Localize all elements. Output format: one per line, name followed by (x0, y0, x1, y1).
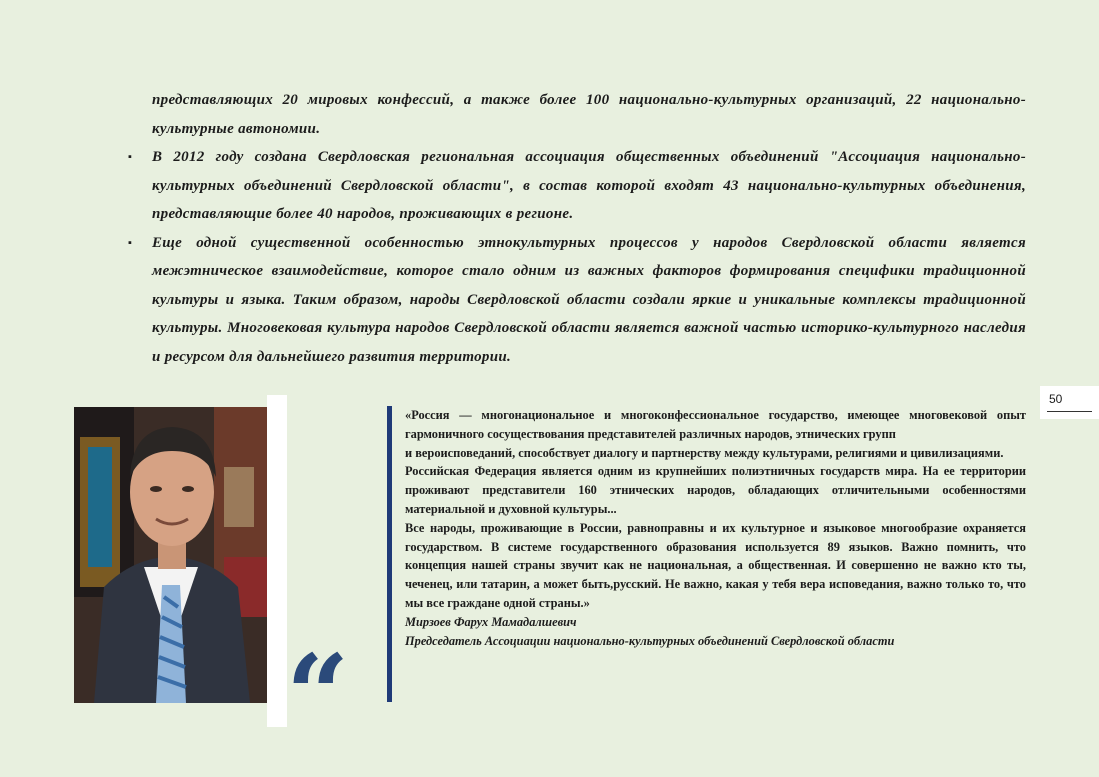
quote-author-title: Председатель Ассоциации национально-культурных объединений Свердловской области (405, 633, 895, 648)
quote-accent-bar (387, 406, 392, 702)
quote-line: Российская Федерация является одним из крупнейших полиэтничных государств мира. На ее территории проживают представители 160 этнических народов, обладающих отличительными особенностями материальной и духовной культуры... (405, 464, 1026, 516)
quote-line: и вероисповеданий, способствует диалогу и партнерству между культурами, религиями и цивилизациями. (405, 445, 1004, 460)
quote-author: Мирзоев Фарух Мамадалшевич (405, 614, 577, 629)
bullet-item-association (128, 143, 1026, 229)
quote-line: Все народы, проживающие в России, равноправны и их культурное и языковое многообразие охраняется государством. В системе государственного образования используется 89 языков. Важно помнить, что концепция нашей страны звучит как не национальная, а общественная. И совершенно не важно кто ты, чеченец, или татарин, а может быть,русский. Не важно, какая у тебя вера исповедания, важно только то, что мы все граждане одной страны.» (405, 520, 1026, 610)
paragraph-intro: представляющих 20 мировых конфессий, а также более 100 национально-культурных организаций, 22 национально-культурные автономии. (152, 92, 1026, 137)
main-text (128, 86, 1026, 371)
decorative-white-strip (267, 395, 287, 727)
quotation-mark-icon: “ (286, 630, 350, 759)
portrait-illustration (74, 407, 268, 703)
bullet-text: Еще одной существенной особенностью этнокультурных процессов у народов Свердловской области является межэтническое взаимодействие, которое стало одним из важных факторов формирования специфики традиционной культуры и языка. Таким образом, народы Свердловской области создали яркие и уникальные комплексы традиционной культуры. Многовековая культура народов Свердловской области является важной частью историко-культурного наследия и ресурсом для дальнейшего развития территории. (152, 234, 1026, 365)
quote-block (405, 406, 1026, 650)
page-number-underline (1047, 411, 1092, 412)
bullet-marker: ▪ (128, 151, 133, 163)
portrait-photo (74, 407, 268, 703)
bullet-marker: ▪ (128, 236, 133, 249)
page-number: 50 (1049, 392, 1063, 406)
bullet-text: В 2012 году создана Свердловская региональная ассоциация общественных объединений "Ассоциация национально-культурных объединений Свердловской области", в состав которой входят 43 национально-культурных объединения, представляющие более 40 народов, проживающих в регионе. (152, 149, 1026, 222)
bullet-item-interaction (128, 229, 1026, 372)
quote-line: «Россия — многонациональное и многоконфессиональное государство, имеющее многовековой опыт гармоничного сосуществования представителей различных народов, этнических групп (405, 408, 1026, 441)
page-number-box (1040, 386, 1099, 419)
